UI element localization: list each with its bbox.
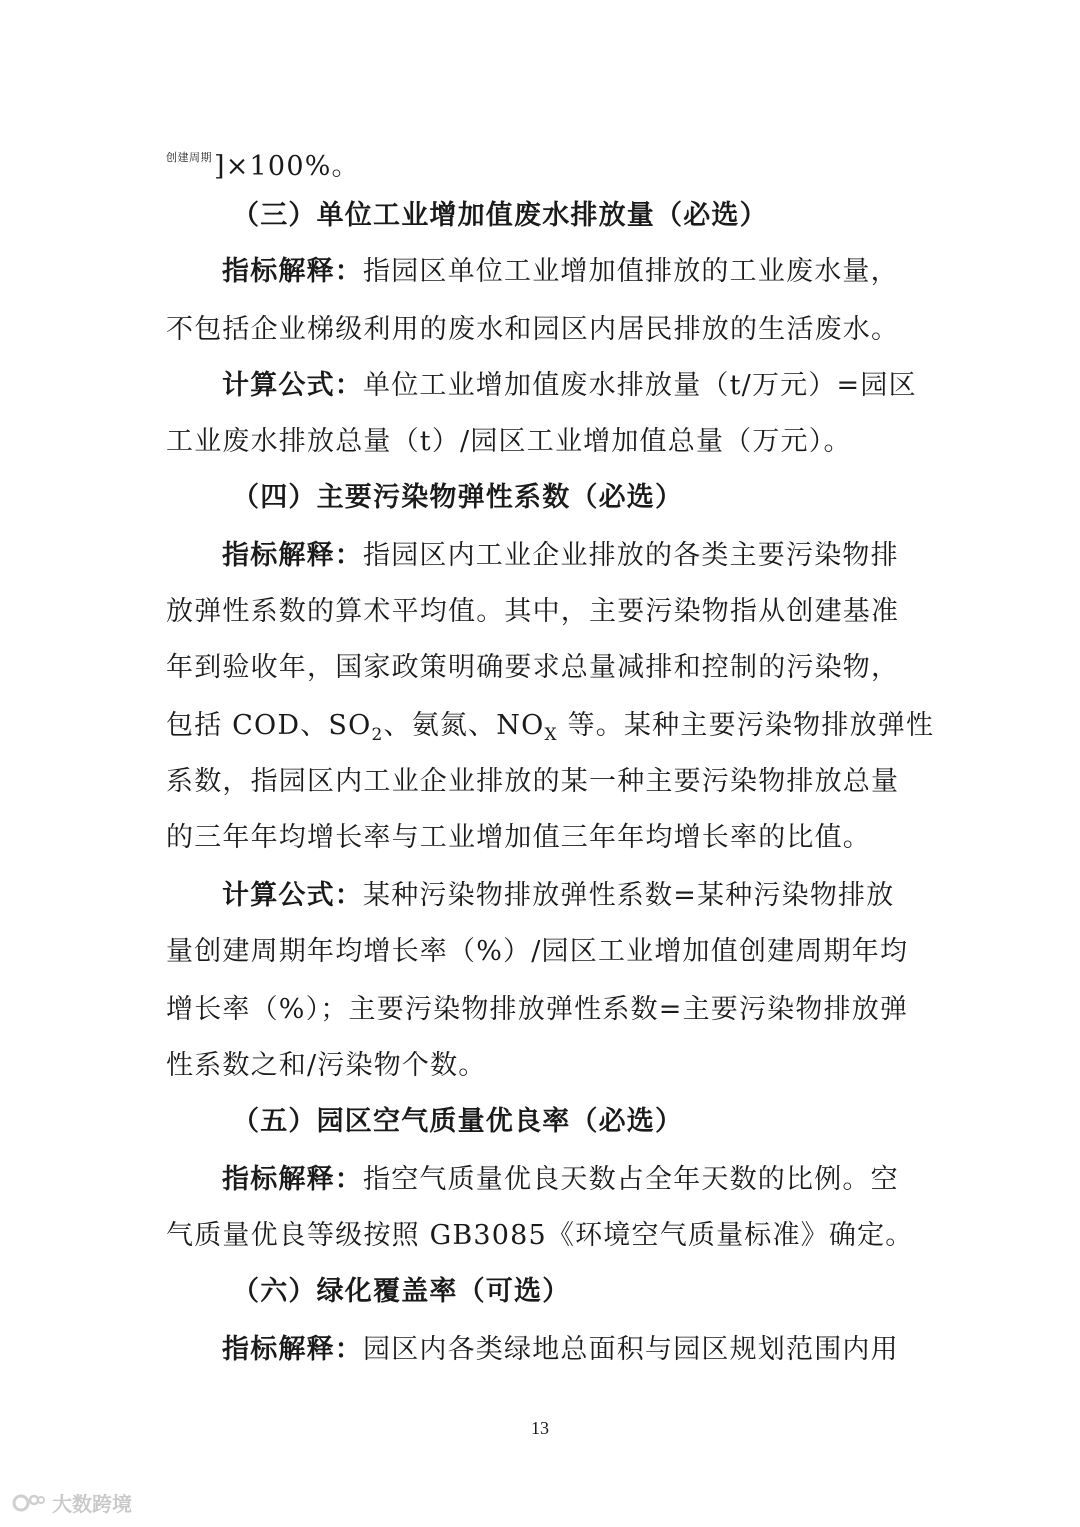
formula-tail-text: ]×100%。 — [214, 151, 360, 182]
nox-subscript: X — [544, 725, 558, 745]
section-heading-4: （四）主要污染物弹性系数（必选） — [232, 482, 684, 513]
paragraph-6-line-1 — [222, 1330, 918, 1370]
paragraph-4-line-4: 性系数之和/污染物个数。 — [166, 1050, 487, 1081]
section-heading-6: （六）绿化覆盖率（可选） — [232, 1276, 571, 1307]
paragraph-4-line-1 — [222, 876, 918, 916]
paragraph-4-text-1: 某种污染物排放弹性系数=某种污染物排放 — [363, 880, 895, 911]
paragraph-3-line-6: 的三年年均增长率与工业增加值三年年均增长率的比值。 — [166, 822, 871, 853]
watermark — [12, 1488, 132, 1517]
formula-subscript: 创建周期 — [166, 151, 212, 164]
paragraph-4-label: 计算公式： — [222, 880, 363, 911]
formula-tail-line — [166, 138, 918, 187]
paragraph-2-label: 计算公式： — [222, 370, 363, 401]
so2-subscript: 2 — [371, 725, 384, 745]
paragraph-3-line-3: 年到验收年，国家政策明确要求总量减排和控制的污染物， — [166, 652, 900, 683]
paragraph-5-text-1: 指空气质量优良天数占全年天数的比例。空 — [363, 1164, 899, 1195]
watermark-logo-icon — [12, 1492, 46, 1514]
paragraph-3-text-4c: 等。某种主要污染物排放弹性 — [557, 710, 935, 741]
section-heading-3: （三）单位工业增加值废水排放量（必选） — [232, 200, 768, 231]
paragraph-2-line-2: 工业废水排放总量（t）/园区工业增加值总量（万元）。 — [166, 426, 852, 457]
paragraph-5-label: 指标解释： — [222, 1164, 363, 1195]
section-heading-5: （五）园区空气质量优良率（必选） — [232, 1106, 684, 1137]
paragraph-3-text-4b: 、氨氮、NO — [383, 710, 545, 741]
paragraph-2-line-1 — [222, 366, 918, 406]
paragraph-3-line-4 — [166, 706, 935, 755]
paragraph-4-line-3: 增长率（%）；主要污染物排放弹性系数=主要污染物排放弹 — [166, 994, 909, 1025]
paragraph-2-text-1: 单位工业增加值废水排放量（t/万元）=园区 — [363, 370, 917, 401]
paragraph-3-line-5: 系数，指园区内工业企业排放的某一种主要污染物排放总量 — [166, 766, 900, 797]
paragraph-4-line-2: 量创建周期年均增长率（%）/园区工业增加值创建周期年均 — [166, 936, 909, 967]
paragraph-1-line-1 — [222, 252, 918, 292]
paragraph-3-label: 指标解释： — [222, 540, 363, 571]
paragraph-1-line-2: 不包括企业梯级利用的废水和园区内居民排放的生活废水。 — [166, 314, 900, 345]
paragraph-3-text-4a: 包括 COD、SO — [166, 710, 372, 741]
watermark-text: 大数跨境 — [52, 1492, 132, 1516]
paragraph-6-label: 指标解释： — [222, 1334, 363, 1365]
page-number: 13 — [531, 1418, 549, 1438]
paragraph-3-line-2: 放弹性系数的算术平均值。其中，主要污染物指从创建基准 — [166, 596, 900, 627]
paragraph-1-label: 指标解释： — [222, 256, 363, 287]
paragraph-6-text-1: 园区内各类绿地总面积与园区规划范围内用 — [363, 1334, 899, 1365]
paragraph-5-line-1 — [222, 1160, 918, 1200]
paragraph-3-text-1: 指园区内工业企业排放的各类主要污染物排 — [363, 540, 899, 571]
paragraph-3-line-1 — [222, 536, 918, 576]
paragraph-5-line-2: 气质量优良等级按照 GB3085《环境空气质量标准》确定。 — [166, 1220, 914, 1251]
paragraph-1-text-1: 指园区单位工业增加值排放的工业废水量， — [363, 256, 899, 287]
